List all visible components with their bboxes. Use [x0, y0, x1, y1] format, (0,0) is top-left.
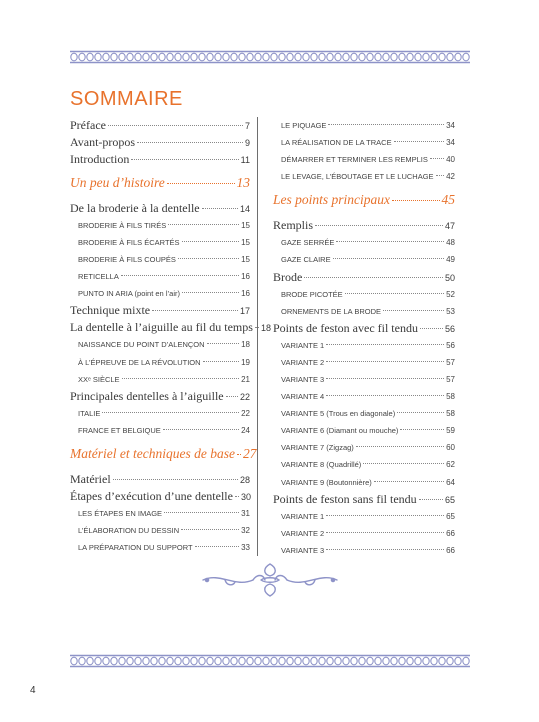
toc-entry-page: 16 — [241, 272, 250, 282]
toc-entry-title: LE LEVAGE, L’ÉBOUTAGE ET LE LUCHAGE — [281, 172, 434, 182]
toc-entry-title: VARIANTE 1 — [281, 511, 325, 521]
toc-entry-page: 33 — [241, 543, 250, 553]
toc-entry-page: 66 — [446, 528, 455, 538]
toc-entry-title: VARIANTE 2 — [281, 528, 325, 538]
page-title: SOMMAIRE — [70, 88, 183, 110]
toc-entry-page: 11 — [240, 155, 250, 165]
toc-entry-title: RETICELLA — [78, 272, 119, 282]
toc-entry-page: 32 — [241, 526, 250, 536]
toc-entry-title: Les points principaux — [273, 192, 390, 208]
toc-subentry — [273, 508, 455, 525]
toc-subentry — [273, 388, 455, 405]
dot-leader — [333, 258, 444, 259]
toc-entry-page: 17 — [239, 306, 250, 317]
toc-subentry — [70, 371, 250, 388]
toc-subentry — [273, 251, 455, 268]
toc-entry-page: 65 — [446, 511, 455, 521]
toc-entry-page: 34 — [446, 121, 455, 130]
toc-entry-title: VARIANTE 6 (Diamant ou mouche) — [281, 426, 399, 436]
toc-subentry — [70, 268, 250, 285]
dot-leader — [122, 378, 240, 379]
toc-entry-title: Points de feston sans fil tendu — [273, 491, 417, 506]
dot-leader — [326, 515, 444, 516]
dot-leader — [182, 241, 240, 242]
dot-leader — [315, 225, 443, 226]
toc-entry — [70, 117, 250, 134]
toc-entry-page: 21 — [241, 374, 250, 384]
toc-subentry — [273, 168, 455, 185]
toc-entry-title: GAZE SERRÉE — [281, 238, 335, 248]
toc-entry-title: NAISSANCE DU POINT D’ALENÇON — [78, 340, 205, 350]
toc-entry-title: De la broderie à la dentelle — [70, 201, 200, 215]
toc-subentry — [273, 134, 455, 151]
toc-subentry — [273, 439, 455, 456]
toc-entry-page: 66 — [446, 545, 455, 555]
toc-entry-page: 56 — [446, 340, 455, 350]
toc-entry-page: 31 — [241, 508, 250, 518]
toc-entry-title: Avant-propos — [70, 135, 136, 149]
toc-entry-title: LA PRÉPARATION DU SUPPORT — [78, 543, 193, 553]
dot-leader — [328, 124, 444, 125]
toc-entry-page: 65 — [444, 494, 455, 505]
dot-leader — [304, 277, 443, 278]
dot-leader — [203, 361, 240, 362]
toc-subentry — [273, 151, 455, 168]
toc-entry-page: 15 — [241, 255, 250, 265]
toc-entry-page: 14 — [239, 204, 250, 214]
toc-entry-title: VARIANTE 1 — [281, 340, 325, 350]
dot-leader — [326, 532, 444, 533]
dot-leader — [345, 293, 444, 294]
toc-subentry — [70, 354, 250, 371]
dot-leader — [326, 378, 444, 379]
toc-entry-title: Points de feston avec fil tendu — [273, 320, 418, 335]
toc-subentry — [273, 474, 455, 491]
toc-entry-page: 40 — [446, 155, 455, 165]
dot-leader — [131, 159, 238, 160]
dot-leader — [397, 412, 444, 413]
toc-entry-page: 15 — [241, 238, 250, 248]
toc-entry-page: 56 — [444, 323, 455, 334]
dot-leader — [226, 396, 238, 397]
dot-leader — [326, 361, 444, 362]
dot-leader — [255, 327, 259, 328]
toc-subentry — [273, 337, 455, 354]
toc-subentry — [273, 456, 455, 473]
dot-leader — [383, 310, 444, 311]
toc-entry-title: ITALIE — [78, 408, 101, 418]
toc-subentry — [273, 422, 455, 439]
toc-entry-page: 34 — [446, 138, 455, 148]
toc-entry — [70, 471, 250, 488]
toc-entry-page: 22 — [239, 391, 250, 402]
dot-leader — [152, 310, 238, 311]
dot-leader — [237, 454, 241, 455]
toc-entry-page: 15 — [241, 221, 250, 230]
dot-leader — [420, 328, 443, 329]
dot-leader — [102, 412, 239, 413]
toc-entry-page: 18 — [241, 340, 250, 350]
toc-entry-title: VARIANTE 4 — [281, 392, 325, 402]
dot-leader — [195, 546, 239, 547]
toc-subentry — [70, 522, 250, 539]
toc-entry — [273, 491, 455, 508]
toc-entry-page: 30 — [240, 491, 251, 502]
toc-subentry — [273, 286, 455, 303]
toc-entry-title: VARIANTE 8 (Quadrillé) — [281, 460, 362, 470]
toc-section-heading — [70, 441, 257, 467]
toc-entry-page: 60 — [446, 443, 455, 453]
toc-entry-title: BRODERIE À FILS COUPÉS — [78, 255, 176, 265]
toc-subentry — [70, 285, 250, 302]
dot-leader — [336, 241, 444, 242]
dot-leader — [430, 158, 444, 159]
toc-entry — [70, 151, 250, 168]
toc-section-heading — [273, 187, 455, 213]
dot-leader — [436, 175, 445, 176]
dot-leader — [167, 183, 235, 184]
dot-leader — [392, 200, 440, 201]
toc-entry-page: 27 — [242, 445, 257, 461]
toc-entry-title: ORNEMENTS DE LA BRODE — [281, 306, 382, 316]
dot-leader — [182, 292, 239, 293]
lace-border-bottom — [70, 654, 470, 668]
toc-entry-title: VARIANTE 2 — [281, 357, 325, 367]
toc-entry-title: VARIANTE 9 (Boutonnière) — [281, 477, 372, 487]
toc-subentry — [273, 234, 455, 251]
toc-subentry — [70, 505, 250, 522]
dot-leader — [163, 429, 239, 430]
toc-entry — [70, 200, 250, 217]
toc-entry-page: 64 — [446, 477, 455, 487]
toc-entry-title: GAZE CLAIRE — [281, 255, 331, 265]
toc-subentry — [273, 525, 455, 542]
toc-entry-title: XXᵉ SIÈCLE — [78, 374, 120, 384]
toc-entry — [273, 217, 455, 234]
dot-leader — [178, 258, 239, 259]
dot-leader — [356, 446, 444, 447]
toc-entry — [273, 269, 455, 286]
toc-entry-page: 58 — [446, 392, 455, 402]
toc-entry-page: 48 — [446, 238, 455, 248]
toc-entry-page: 18 — [260, 323, 271, 334]
toc-entry-page: 53 — [446, 306, 455, 316]
toc-entry-title: LA RÉALISATION DE LA TRACE — [281, 138, 392, 148]
toc-entry — [70, 488, 250, 505]
toc-entry-page: 9 — [244, 138, 250, 148]
toc-entry-page: 58 — [446, 409, 455, 419]
toc-entry-page: 13 — [236, 175, 250, 190]
dot-leader — [326, 344, 444, 345]
toc-entry-title: LES ÉTAPES EN IMAGE — [78, 508, 163, 518]
toc-subentry — [70, 234, 250, 251]
toc-subentry — [70, 539, 250, 556]
toc-entry — [70, 302, 250, 319]
toc-subentry — [273, 303, 455, 320]
toc-entry-title: VARIANTE 3 — [281, 545, 325, 555]
toc-entry-page: 7 — [244, 121, 250, 131]
toc-entry-title: VARIANTE 5 (Trous en diagonale) — [281, 409, 396, 419]
toc-subentry — [273, 354, 455, 371]
toc-entry-title: La dentelle à l’aiguille au fil du temps — [70, 320, 253, 335]
toc-entry-page: 57 — [446, 357, 455, 367]
dot-leader — [363, 463, 444, 464]
toc-entry-title: PUNTO IN ARIA (point en l’air) — [78, 289, 180, 299]
toc-subentry — [70, 251, 250, 268]
toc-subentry — [70, 217, 250, 234]
dot-leader — [181, 529, 239, 530]
toc-entry — [70, 134, 250, 151]
dot-leader — [202, 208, 238, 209]
dot-leader — [168, 224, 239, 225]
toc-column-left — [70, 117, 271, 556]
toc-entry-page: 49 — [446, 255, 455, 265]
toc-entry-title: FRANCE ET BELGIQUE — [78, 425, 161, 435]
toc-entry-page: 47 — [444, 221, 455, 232]
toc-subentry — [70, 405, 250, 422]
toc-entry-page: 45 — [441, 192, 455, 208]
dot-leader — [326, 549, 444, 550]
dot-leader — [113, 479, 238, 480]
toc-entry-title: Un peu d’histoire — [70, 175, 165, 190]
toc-entry-title: Remplis — [273, 218, 314, 233]
toc-entry-title: Introduction — [70, 152, 130, 166]
toc-subentry — [273, 371, 455, 388]
toc-entry-title: BRODE PICOTÉE — [281, 289, 343, 299]
toc-entry-page: 16 — [241, 289, 250, 299]
dot-leader — [419, 499, 443, 500]
toc-entry-page: 42 — [446, 172, 455, 182]
dot-leader — [164, 512, 239, 513]
toc-subentry — [70, 336, 250, 353]
toc-entry — [70, 319, 271, 336]
toc-entry-title: Technique mixte — [70, 303, 151, 318]
toc-entry-page: 52 — [446, 289, 455, 299]
dot-leader — [374, 481, 444, 482]
dot-leader — [394, 141, 444, 142]
toc-entry-title: Étapes d’exécution d’une dentelle — [70, 488, 233, 503]
toc-entry-title: VARIANTE 7 (Zigzag) — [281, 443, 354, 453]
toc-subentry — [273, 405, 455, 422]
dot-leader — [207, 343, 240, 344]
toc-entry-page: 59 — [446, 426, 455, 436]
dot-leader — [326, 395, 444, 396]
dot-leader — [108, 125, 243, 126]
toc-entry-title: BRODERIE À FILS TIRÉS — [78, 221, 167, 230]
toc-entry-title: VARIANTE 3 — [281, 374, 325, 384]
page-number: 4 — [30, 685, 36, 696]
toc-subentry — [273, 117, 455, 134]
flourish-ornament-icon — [195, 560, 345, 600]
toc-entry-title: Matériel et techniques de base — [70, 445, 235, 461]
toc-entry-title: LE PIQUAGE — [281, 121, 327, 130]
toc-entry-title: BRODERIE À FILS ÉCARTÉS — [78, 238, 180, 248]
toc-entry — [273, 320, 455, 337]
toc-entry — [70, 388, 250, 405]
toc-entry-title: Matériel — [70, 471, 111, 486]
toc-entry-title: Brode — [273, 269, 303, 284]
toc-entry-page: 28 — [239, 474, 250, 485]
toc-subentry — [70, 422, 250, 439]
toc-column-right — [273, 117, 455, 559]
toc-entry-title: DÉMARRER ET TERMINER LES REMPLIS — [281, 155, 428, 165]
lace-border-top — [70, 50, 470, 64]
toc-section-heading — [70, 170, 250, 196]
toc-entry-title: À L’ÉPREUVE DE LA RÉVOLUTION — [78, 357, 201, 367]
toc-entry-title: L’ÉLABORATION DU DESSIN — [78, 526, 180, 536]
toc-entry-page: 62 — [446, 460, 455, 470]
dot-leader — [235, 496, 239, 497]
toc-entry-title: Préface — [70, 118, 106, 132]
toc-entry-page: 22 — [241, 408, 250, 418]
dot-leader — [137, 142, 243, 143]
dot-leader — [121, 275, 239, 276]
toc-subentry — [273, 542, 455, 559]
toc-entry-title: Principales dentelles à l’aiguille — [70, 388, 224, 403]
dot-leader — [400, 429, 444, 430]
toc-entry-page: 24 — [241, 425, 250, 435]
toc-entry-page: 50 — [444, 272, 455, 283]
toc-entry-page: 19 — [241, 357, 250, 367]
toc-entry-page: 57 — [446, 374, 455, 384]
